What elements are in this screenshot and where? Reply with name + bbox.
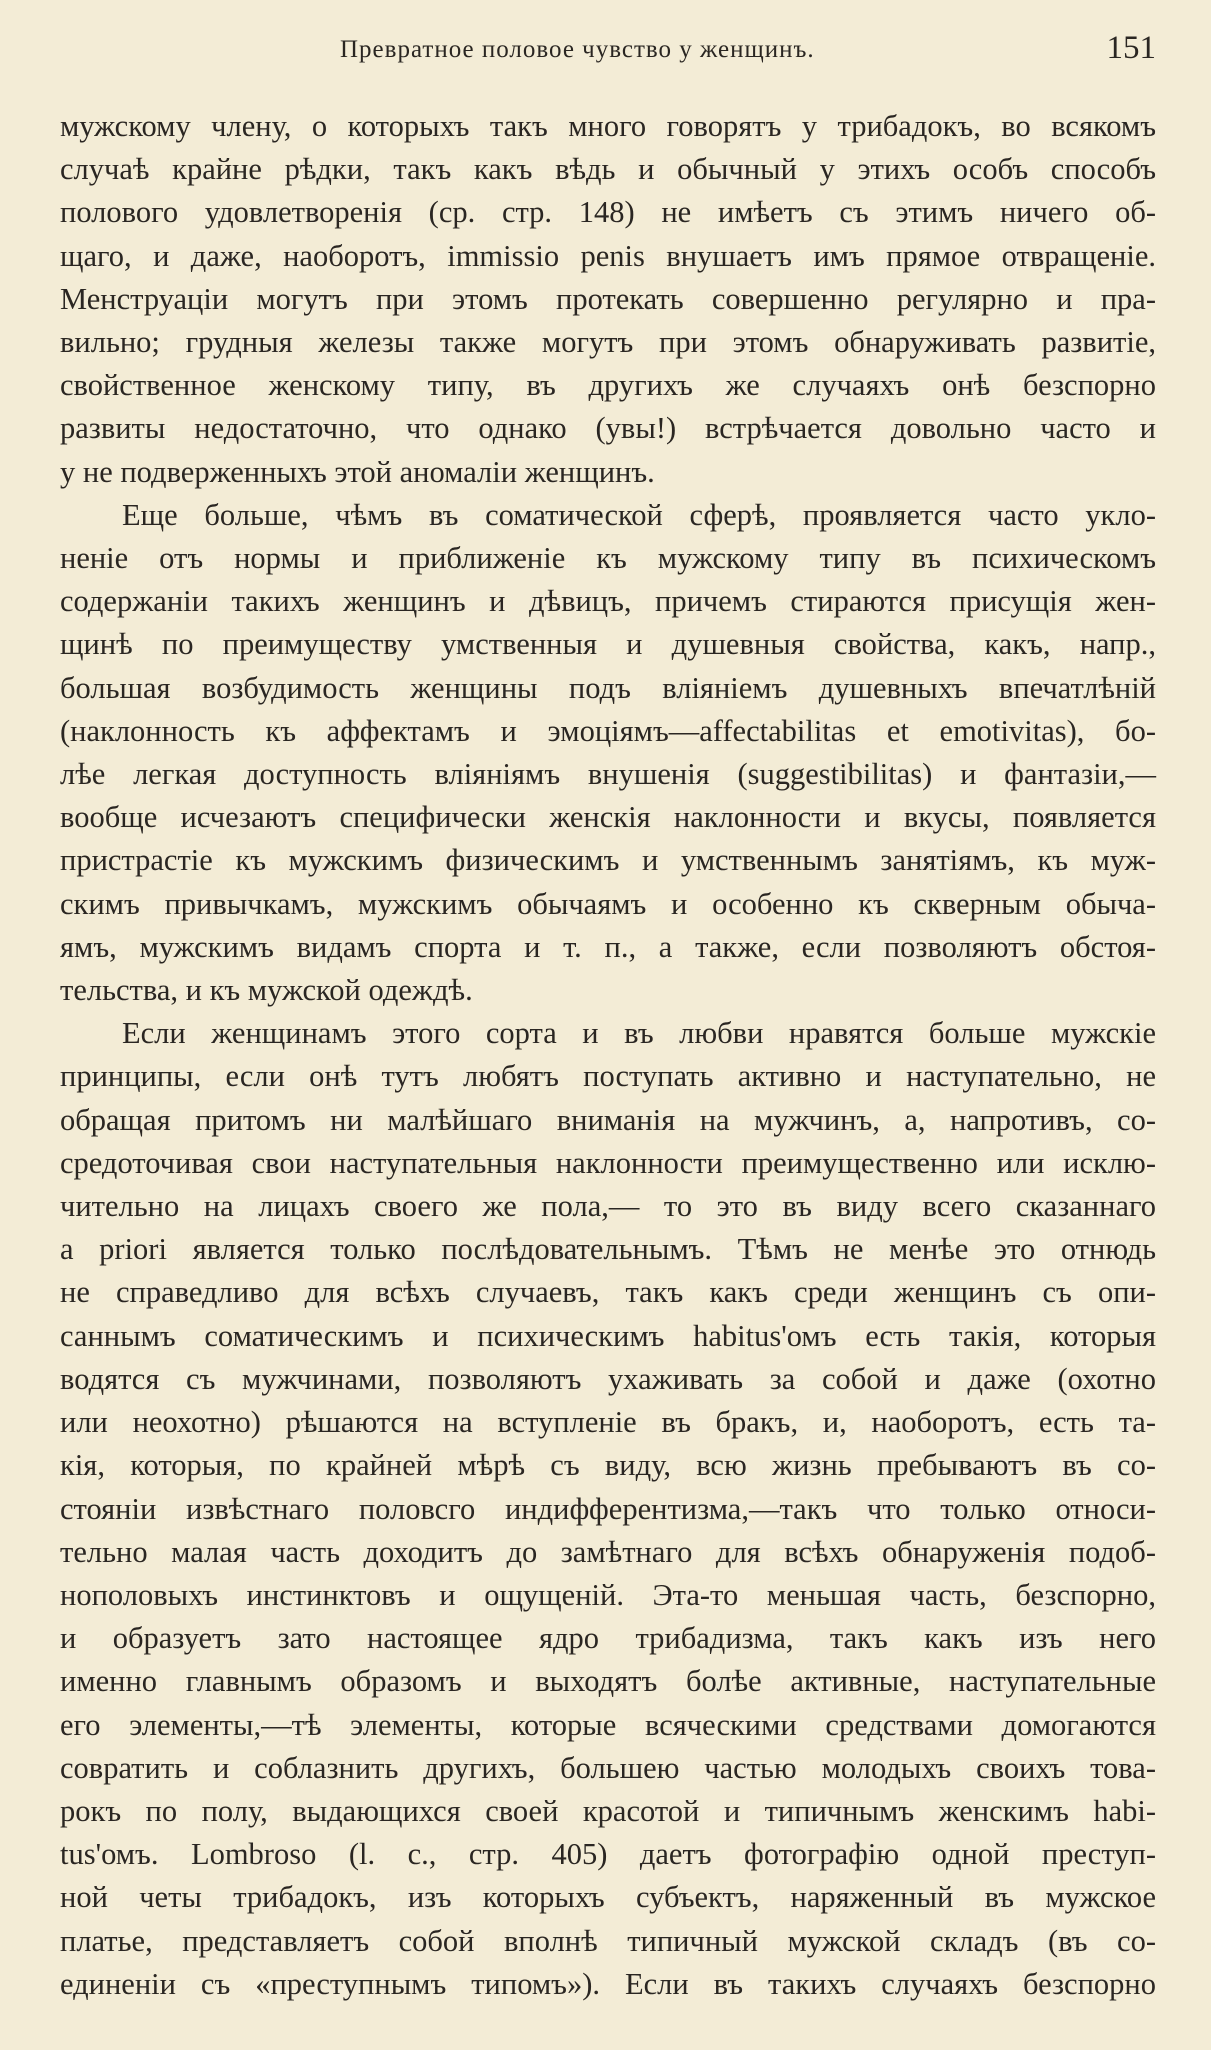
- running-title: Превратное половое чувство у женщинъ.: [340, 36, 815, 63]
- text-line: тельно малая часть доходитъ до замѣтнаго для всѣхъ обнаруженія подоб-: [60, 1534, 1156, 1569]
- text-line: стояніи извѣстнаго половсго индифферентизма,—такъ что только относи-: [60, 1491, 1156, 1526]
- text-line: и образуетъ зато настоящее ядро трибадизма, такъ какъ изъ него: [60, 1621, 1156, 1656]
- text-line: вильно; грудныя железы также могутъ при этомъ обнаруживать развитіе,: [60, 325, 1156, 360]
- text-line: чительно на лицахъ своего же пола,— то это въ виду всего сказаннаго: [60, 1189, 1156, 1224]
- text-line: не справедливо для всѣхъ случаевъ, такъ какъ среди женщинъ съ опи-: [60, 1275, 1156, 1310]
- text-line: лѣе легкая доступность вліяніямъ внушенія (suggestibilitas) и фантазіи,—: [60, 757, 1156, 792]
- text-line: единеніи съ «преступнымъ типомъ»). Если въ такихъ случаяхъ безспорно: [60, 1966, 1156, 2001]
- text-line: принципы, если онѣ тутъ любятъ поступать активно и наступательно, не: [60, 1059, 1156, 1094]
- text-line: у не подверженныхъ этой аномаліи женщинъ.: [60, 454, 655, 489]
- text-line: tus'омъ. Lombroso (l. c., стр. 405) даетъ фотографію одной преступ-: [60, 1837, 1156, 1872]
- body-text: [60, 105, 1156, 2006]
- text-line: Еще больше, чѣмъ въ соматической сферѣ, проявляется часто уклo-: [122, 497, 1156, 532]
- text-line: свойственное женскому типу, въ другихъ же случаяхъ онѣ безспорно: [60, 368, 1156, 403]
- text-line: большая возбудимость женщины подъ вліяніемъ душевныхъ впечатлѣній: [60, 670, 1156, 705]
- text-line: рокъ по полу, выдающихся своей красотой и типичнымъ женскимъ habi-: [60, 1793, 1156, 1828]
- paragraph: [60, 105, 1156, 494]
- text-line: случаѣ крайне рѣдки, такъ какъ вѣдь и обычный у этихъ особъ способъ: [60, 152, 1156, 187]
- text-line: ямъ, мужскимъ видамъ спорта и т. п., а также, если позволяютъ обстоя-: [60, 929, 1156, 964]
- text-line: именно главнымъ образомъ и выходятъ болѣе активные, наступательные: [60, 1664, 1156, 1699]
- text-line: щаго, и даже, наоборотъ, immissio penis внушаетъ имъ прямое отвращеніе.: [60, 238, 1156, 273]
- text-line: Если женщинамъ этого сорта и въ любви нравятся больше мужскіе: [122, 1016, 1156, 1051]
- text-line: кія, которыя, по крайней мѣрѣ съ виду, всю жизнь пребываютъ въ со-: [60, 1448, 1156, 1483]
- text-line: a priori является только послѣдовательнымъ. Тѣмъ не менѣе это отнюдь: [60, 1232, 1156, 1267]
- text-line: вообще исчезаютъ специфически женскія наклонности и вкусы, появляется: [60, 800, 1156, 835]
- text-line: содержаніи такихъ женщинъ и дѣвицъ, причемъ стираются присущія жен-: [60, 584, 1156, 619]
- text-line: пристрастіе къ мужскимъ физическимъ и умственнымъ занятіямъ, къ муж-: [60, 843, 1156, 878]
- text-line: саннымъ соматическимъ и психическимъ habitus'омъ есть такія, которыя: [60, 1318, 1156, 1353]
- text-line: средоточивая свои наступательныя наклонности преимущественно или исклю-: [60, 1145, 1156, 1180]
- text-line: развиты недостаточно, что однако (увы!) встрѣчается довольно часто и: [60, 411, 1156, 446]
- text-line: Менструаціи могутъ при этомъ протекать совершенно регулярно и пра-: [60, 281, 1156, 316]
- text-line: платье, представляетъ собой вполнѣ типичный мужской складъ (въ со-: [60, 1923, 1156, 1958]
- text-line: (наклонность къ аффектамъ и эмоціямъ—affectabilitas et emotivitas), бо-: [60, 713, 1156, 748]
- text-line: его элементы,—тѣ элементы, которые всяческими средствами домогаются: [60, 1707, 1156, 1742]
- page-header: [60, 30, 1156, 80]
- text-line: или неохотно) рѣшаются на вступленіе въ бракъ, и, наоборотъ, есть та-: [60, 1405, 1156, 1440]
- text-line: водятся съ мужчинами, позволяютъ ухаживать за собой и даже (охотно: [60, 1361, 1156, 1396]
- text-line: нополовыхъ инстинктовъ и ощущеній. Эта-то меньшая часть, безспорно,: [60, 1577, 1156, 1612]
- paragraph: [60, 1012, 1156, 2006]
- text-line: мужскому члену, о которыхъ такъ много говорятъ у трибадокъ, во всякомъ: [60, 109, 1156, 143]
- paragraph: [60, 494, 1156, 1012]
- text-line: скимъ привычкамъ, мужскимъ обычаямъ и особенно къ скверным обыча-: [60, 886, 1156, 921]
- text-line: полового удовлетворенія (ср. стр. 148) не имѣетъ съ этимъ ничего об-: [60, 195, 1156, 230]
- text-line: ной четы трибадокъ, изъ которыхъ субъектъ, наряженный въ мужское: [60, 1880, 1156, 1915]
- page-number: 151: [1106, 30, 1156, 66]
- text-line: обращая притомъ ни малѣйшаго вниманія на мужчинъ, а, напротивъ, со-: [60, 1102, 1156, 1137]
- text-line: неніе отъ нормы и приближеніе къ мужскому типу въ психическомъ: [60, 541, 1156, 576]
- text-line: тельства, и къ мужской одеждѣ.: [60, 973, 473, 1008]
- text-line: щинѣ по преимуществу умственныя и душевныя свойства, какъ, напр.,: [60, 627, 1156, 662]
- text-line: совратить и соблазнить другихъ, большею частью молодыхъ своихъ това-: [60, 1750, 1156, 1785]
